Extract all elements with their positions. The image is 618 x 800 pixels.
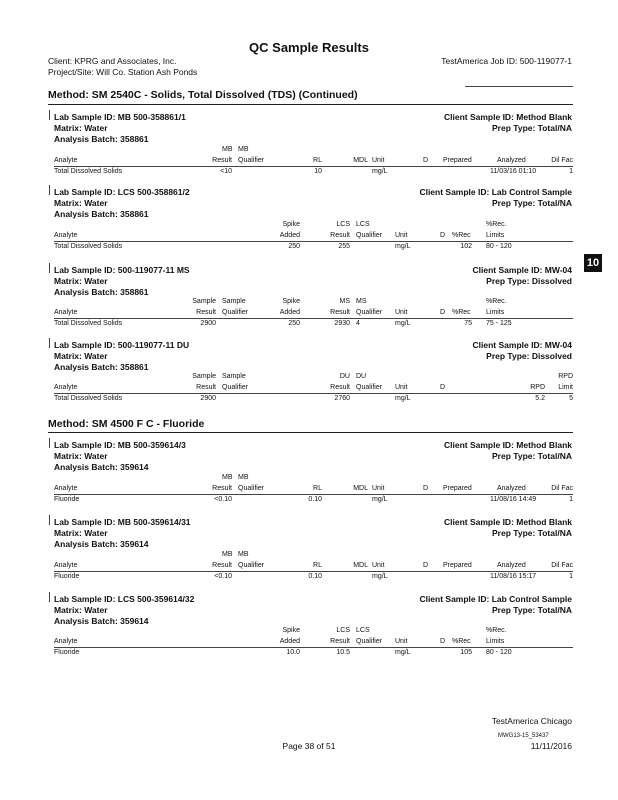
prep-type: Prep Type: Dissolved xyxy=(486,351,572,361)
col-header: Result xyxy=(330,232,350,239)
col-header: D xyxy=(423,485,429,492)
col-header: RL xyxy=(313,485,322,492)
col-header: Unit xyxy=(395,638,408,645)
prep-type: Prep Type: Total/NA xyxy=(492,605,572,615)
col-header: Dil Fac xyxy=(551,485,573,492)
col-header: Result xyxy=(212,562,232,569)
rec: 102 xyxy=(460,243,472,250)
lcs-result: 255 xyxy=(338,243,350,250)
col-header: Spike xyxy=(282,298,300,305)
col-header: DU xyxy=(356,373,367,380)
col-header: LCS xyxy=(356,627,370,634)
col-header: MB xyxy=(238,474,249,481)
bracket xyxy=(49,338,50,348)
limits: 75 - 125 xyxy=(486,320,512,327)
sample-result: 2900 xyxy=(200,320,216,327)
col-header: D xyxy=(423,562,429,569)
analyte: Total Dissolved Solids xyxy=(54,395,123,402)
col-header: MDL xyxy=(353,157,368,164)
method-title: Method: SM 4500 F C - Fluoride xyxy=(48,418,205,430)
matrix: Matrix: Water xyxy=(54,528,108,538)
dil-fac: 1 xyxy=(569,573,573,580)
col-header: Result xyxy=(196,384,216,391)
col-header: Qualifier xyxy=(356,232,383,239)
col-header: Result xyxy=(212,157,232,164)
col-header: Added xyxy=(279,638,300,645)
analysis-batch: Analysis Batch: 359614 xyxy=(54,616,149,626)
du-result: 2760 xyxy=(334,395,350,402)
col-header: Analyzed xyxy=(497,485,526,492)
col-header: LCS xyxy=(336,627,350,634)
unit: mg/L xyxy=(395,243,411,250)
dil-fac: 1 xyxy=(569,496,573,503)
col-header: Sample xyxy=(192,373,216,380)
col-header: Unit xyxy=(372,485,385,492)
method-title: Method: SM 2540C - Solids, Total Dissolved (TDS) (Continued) xyxy=(48,89,358,101)
analyte: Fluoride xyxy=(54,496,80,503)
col-header: MB xyxy=(238,551,249,558)
col-header: RPD xyxy=(530,384,545,391)
col-header: D xyxy=(440,384,446,391)
unit: mg/L xyxy=(372,496,388,503)
ms-qualifier: 4 xyxy=(356,320,360,327)
col-header: Unit xyxy=(395,309,408,316)
analysis-batch: Analysis Batch: 358861 xyxy=(54,287,149,297)
prep-type: Prep Type: Total/NA xyxy=(492,198,572,208)
analyzed: 11/08/16 15:17 xyxy=(490,573,537,580)
matrix: Matrix: Water xyxy=(54,123,108,133)
rpd: 5.2 xyxy=(535,395,545,402)
rec: 105 xyxy=(460,649,472,656)
lab-sample-id: Lab Sample ID: MB 500-358861/1 xyxy=(54,112,186,122)
unit: mg/L xyxy=(395,320,411,327)
col-header: Limits xyxy=(486,309,505,316)
client-sample-id: Client Sample ID: Method Blank xyxy=(444,517,572,527)
col-header: Analyzed xyxy=(497,157,526,164)
col-header: Qualifier xyxy=(238,485,265,492)
col-header: MS xyxy=(356,298,367,305)
col-header: %Rec. xyxy=(486,221,507,228)
analyte: Total Dissolved Solids xyxy=(54,168,123,175)
col-header: %Rec. xyxy=(486,298,507,305)
result: <0.10 xyxy=(214,573,232,580)
lab-sample-id: Lab Sample ID: 500-119077-11 MS xyxy=(54,265,190,275)
lab-sample-id: Lab Sample ID: MB 500-359614/31 xyxy=(54,517,191,527)
rec: 75 xyxy=(464,320,472,327)
header-underline xyxy=(54,241,573,242)
col-header: LCS xyxy=(336,221,350,228)
col-header: Dil Fac xyxy=(551,562,573,569)
header-underline xyxy=(54,571,573,572)
page-title: QC Sample Results xyxy=(249,40,369,55)
col-header: %Rec. xyxy=(486,627,507,634)
client-sample-id: Client Sample ID: MW-04 xyxy=(472,340,572,350)
prep-type: Prep Type: Dissolved xyxy=(486,276,572,286)
col-header: Qualifier xyxy=(356,638,383,645)
col-header: Added xyxy=(279,309,300,316)
client-name: Client: KPRG and Associates, Inc. xyxy=(48,56,177,66)
col-header: RPD xyxy=(558,373,573,380)
col-header: Unit xyxy=(395,232,408,239)
col-header: Result xyxy=(330,638,350,645)
col-header: MDL xyxy=(353,485,368,492)
col-header: Analyte xyxy=(54,232,78,239)
col-header: Result xyxy=(212,485,232,492)
analyzed: 11/03/16 01:10 xyxy=(490,168,537,175)
col-header: Qualifier xyxy=(222,309,249,316)
col-header: Unit xyxy=(395,384,408,391)
bracket xyxy=(49,110,50,120)
col-header: D xyxy=(440,309,446,316)
col-header: Analyte xyxy=(54,485,78,492)
spike-added: 250 xyxy=(288,320,300,327)
col-header: MB xyxy=(238,146,249,153)
col-header: Qualifier xyxy=(238,157,265,164)
col-header: D xyxy=(423,157,429,164)
header-underline xyxy=(54,494,573,495)
bracket xyxy=(49,438,50,448)
rpd-limit: 5 xyxy=(569,395,573,402)
rl: 0.10 xyxy=(308,573,322,580)
col-header: D xyxy=(440,638,446,645)
client-sample-id: Client Sample ID: MW-04 xyxy=(472,265,572,275)
header-underline xyxy=(54,393,573,394)
col-header: Limits xyxy=(486,638,505,645)
method-divider xyxy=(48,104,573,105)
lcs-result: 10.5 xyxy=(336,649,350,656)
limits: 80 - 120 xyxy=(486,649,512,656)
col-header: Added xyxy=(279,232,300,239)
prep-type: Prep Type: Total/NA xyxy=(492,451,572,461)
spike-added: 250 xyxy=(288,243,300,250)
ms-result: 2930 xyxy=(334,320,350,327)
bracket xyxy=(49,263,50,273)
col-header: Sample xyxy=(192,298,216,305)
lab-sample-id: Lab Sample ID: 500-119077-11 DU xyxy=(54,340,190,350)
analysis-batch: Analysis Batch: 359614 xyxy=(54,462,149,472)
unit: mg/L xyxy=(395,395,411,402)
col-header: MS xyxy=(339,298,350,305)
rl: 10 xyxy=(314,168,322,175)
col-header: Spike xyxy=(282,627,300,634)
col-header: %Rec xyxy=(452,309,471,316)
col-header: DU xyxy=(339,373,350,380)
analyte: Fluoride xyxy=(54,649,80,656)
col-header: Dil Fac xyxy=(551,157,573,164)
result: <0.10 xyxy=(214,496,232,503)
result: <10 xyxy=(220,168,232,175)
analyte: Total Dissolved Solids xyxy=(54,320,123,327)
col-header: %Rec xyxy=(452,638,471,645)
spike-added: 10.0 xyxy=(286,649,300,656)
lab-sample-id: Lab Sample ID: LCS 500-358861/2 xyxy=(54,187,190,197)
analysis-batch: Analysis Batch: 358861 xyxy=(54,134,149,144)
col-header: MB xyxy=(222,551,233,558)
col-header: Analyte xyxy=(54,384,78,391)
prep-type: Prep Type: Total/NA xyxy=(492,123,572,133)
bracket xyxy=(49,515,50,525)
analysis-batch: Analysis Batch: 358861 xyxy=(54,362,149,372)
col-header: Sample xyxy=(222,373,246,380)
col-header: Limit xyxy=(558,384,573,391)
col-header: LCS xyxy=(356,221,370,228)
col-header: %Rec xyxy=(452,232,471,239)
col-header: Analyte xyxy=(54,638,78,645)
section-tab: 10 xyxy=(584,254,602,272)
matrix: Matrix: Water xyxy=(54,605,108,615)
dil-fac: 1 xyxy=(569,168,573,175)
client-sample-id: Client Sample ID: Method Blank xyxy=(444,112,572,122)
header-underline xyxy=(54,647,573,648)
col-header: Unit xyxy=(372,157,385,164)
analyte: Fluoride xyxy=(54,573,80,580)
method-divider xyxy=(465,86,573,87)
col-header: Prepared xyxy=(443,562,472,569)
footer-page: Page 38 of 51 xyxy=(282,741,336,751)
rl: 0.10 xyxy=(308,496,322,503)
col-header: Analyte xyxy=(54,309,78,316)
footer-lab: TestAmerica Chicago xyxy=(491,716,572,726)
unit: mg/L xyxy=(395,649,411,656)
footer-code: MWG13-15_53437 xyxy=(498,733,549,739)
bracket xyxy=(49,592,50,602)
footer-date: 11/11/2016 xyxy=(530,741,572,751)
col-header: Qualifier xyxy=(222,384,249,391)
unit: mg/L xyxy=(372,168,388,175)
col-header: MDL xyxy=(353,562,368,569)
lab-sample-id: Lab Sample ID: MB 500-359614/3 xyxy=(54,440,186,450)
header-underline xyxy=(54,318,573,319)
unit: mg/L xyxy=(372,573,388,580)
analysis-batch: Analysis Batch: 359614 xyxy=(54,539,149,549)
bracket xyxy=(49,185,50,195)
col-header: Limits xyxy=(486,232,505,239)
analysis-batch: Analysis Batch: 358861 xyxy=(54,209,149,219)
matrix: Matrix: Water xyxy=(54,198,108,208)
limits: 80 - 120 xyxy=(486,243,512,250)
col-header: Qualifier xyxy=(238,562,265,569)
analyte: Total Dissolved Solids xyxy=(54,243,123,250)
col-header: Spike xyxy=(282,221,300,228)
col-header: Sample xyxy=(222,298,246,305)
analyzed: 11/08/16 14:49 xyxy=(490,496,537,503)
lab-sample-id: Lab Sample ID: LCS 500-359614/32 xyxy=(54,594,195,604)
client-sample-id: Client Sample ID: Lab Control Sample xyxy=(419,594,572,604)
col-header: Analyzed xyxy=(497,562,526,569)
col-header: Analyte xyxy=(54,157,78,164)
col-header: Prepared xyxy=(443,157,472,164)
client-sample-id: Client Sample ID: Lab Control Sample xyxy=(419,187,572,197)
job-id: TestAmerica Job ID: 500-119077-1 xyxy=(441,56,572,66)
col-header: Qualifier xyxy=(356,309,383,316)
col-header: Result xyxy=(330,384,350,391)
matrix: Matrix: Water xyxy=(54,351,108,361)
col-header: MB xyxy=(222,474,233,481)
col-header: Result xyxy=(330,309,350,316)
col-header: Result xyxy=(196,309,216,316)
col-header: Analyte xyxy=(54,562,78,569)
project-site: Project/Site: Will Co. Station Ash Ponds xyxy=(48,67,198,77)
method-divider xyxy=(48,432,573,433)
col-header: Qualifier xyxy=(356,384,383,391)
prep-type: Prep Type: Total/NA xyxy=(492,528,572,538)
matrix: Matrix: Water xyxy=(54,276,108,286)
matrix: Matrix: Water xyxy=(54,451,108,461)
col-header: RL xyxy=(313,157,322,164)
col-header: MB xyxy=(222,146,233,153)
client-sample-id: Client Sample ID: Method Blank xyxy=(444,440,572,450)
col-header: RL xyxy=(313,562,322,569)
col-header: D xyxy=(440,232,446,239)
col-header: Prepared xyxy=(443,485,472,492)
col-header: Unit xyxy=(372,562,385,569)
sample-result: 2900 xyxy=(200,395,216,402)
header-underline xyxy=(54,166,573,167)
